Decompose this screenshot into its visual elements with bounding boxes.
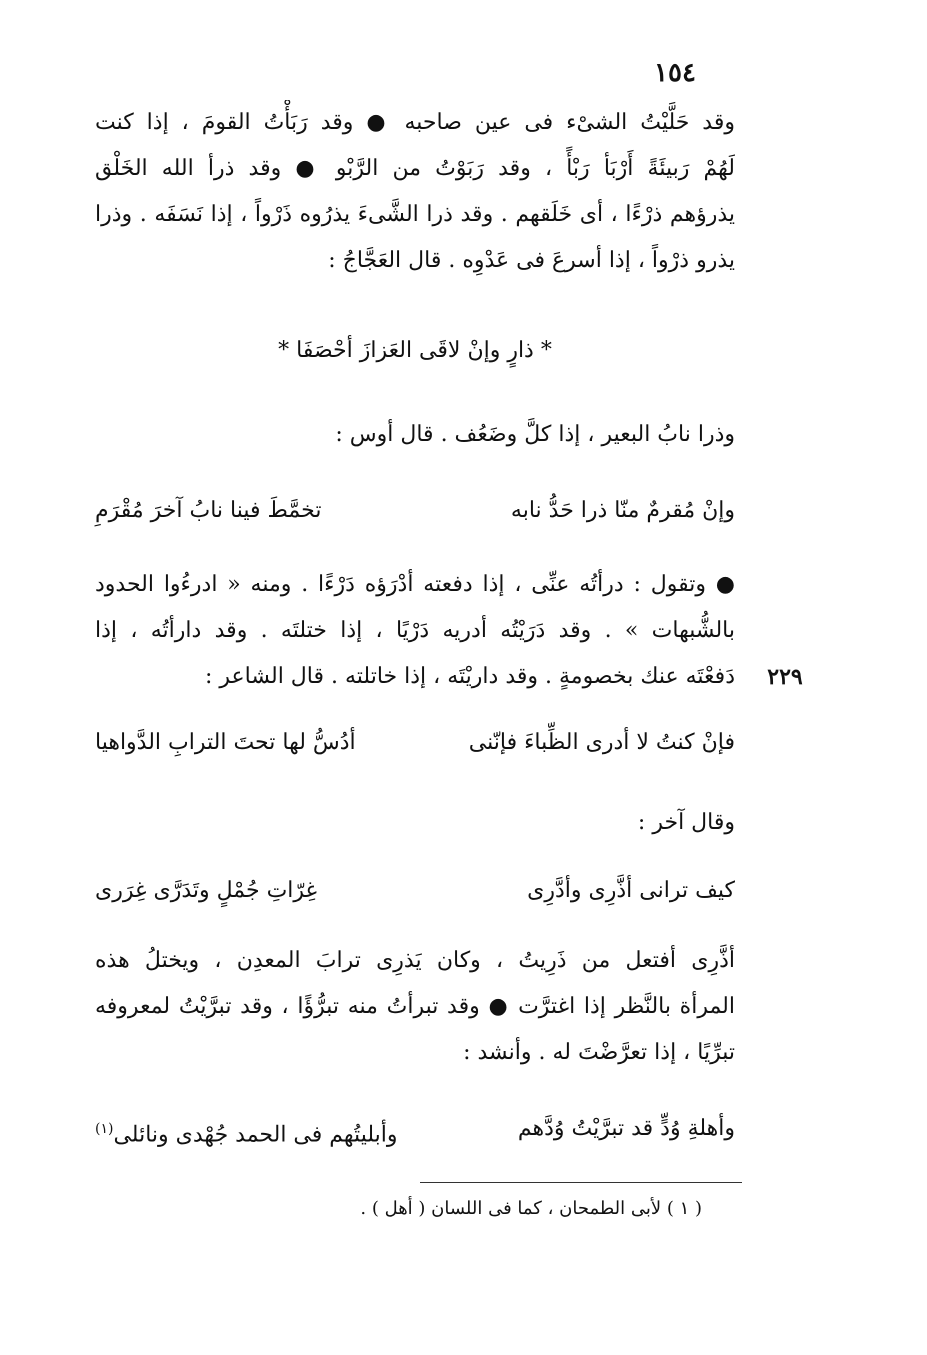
verse-second-hemistich: غِرّاتِ جُمْلٍ وتَدَرَّى غِرَرى (95, 878, 318, 903)
text-line: ● وتقول : درأتُه عنِّى ، إذا دفعته أدْرَؤه دَرْءًا . ومنه « ادرءُوا الحدود (95, 572, 735, 597)
verse-first-hemistich: فإنْ كنتُ لا أدرى الظِّباءَ فإنّنى (468, 730, 735, 755)
paragraph-4 (95, 800, 735, 846)
verse-second-hemistich: أدُسُّ لها تحتَ الترابِ الدَّواهيا (95, 730, 356, 755)
text-line: لَهُمْ رَبيئَةً أَرْبَأ رَبْأً ، وقد رَبَوْتُ من الرَّبْو ● وقد ذرأ الله الخَلْق (95, 156, 735, 181)
text-line: بالشُّبهات » . وقد دَرَيْتُه أدريه دَرْيًا ، إذا ختلتَه . وقد دارأتُه ، إذا (95, 618, 735, 643)
text-line: وذرا نابُ البعير ، إذا كلَّ وضَعُف . قال أوس : (335, 422, 735, 447)
verse-first-hemistich: وأهلةِ وُدٍّ قد تبرَّيْتُ وُدَّهم (517, 1116, 735, 1141)
text-line: وقال آخر : (637, 810, 735, 835)
page-number: ١٥٤ (654, 58, 696, 88)
text-line: المرأة بالنَّظر إذا اغترَّت ● وقد تبرأتُ منه تبرُّؤًا ، وقد تبرَّيْتُ لمعروفه (95, 994, 735, 1019)
paragraph-1 (95, 100, 735, 284)
footnote: ( ١ ) لأبى الطمحان ، كما فى اللسان ( أهل ) . (360, 1198, 702, 1219)
footnote-divider (420, 1182, 742, 1183)
verse-2 (95, 718, 735, 768)
margin-number: ٢٢٩ (767, 664, 803, 690)
verse-first-hemistich: وإنْ مُقرمٌ منّا ذرا حَدُّ نابه (510, 498, 735, 523)
paragraph-2 (95, 412, 735, 458)
verse-second-hemistich: تخمَّطَ فينا نابُ آخرَ مُقْرَمِ (95, 498, 322, 523)
verse-text: * ذارٍ وإنْ لاقَى العَزازَ أحْصَفَا * (278, 338, 552, 363)
text-line: وقد حَلَّيْتُ الشىْء فى عين صاحبه ● وقد رَبَأْتُ القومَ ، إذا كنت (95, 110, 735, 135)
paragraph-5 (95, 938, 735, 1076)
verse-first-hemistich: كيف ترانى أذَّرِى وأدَّرِى (527, 878, 735, 903)
verse-4 (95, 1104, 735, 1154)
verse-text: وأبليتُهم فى الحمد جُهْدى ونائلى (113, 1122, 398, 1148)
text-line: دَفعْتَه عنك بخصومةٍ . وقد داريْتَه ، إذا خاتلته . قال الشاعر : (205, 664, 735, 689)
paragraph-3 (95, 562, 735, 700)
verse-3 (95, 866, 735, 916)
text-line: تبرِّيًا ، إذا تعرَّضْتَ له . وأنشد : (463, 1040, 735, 1065)
rajaz-line (95, 328, 735, 374)
text-line: أذَّرِى أفتعل من ذَرِيتُ ، وكان يَذرِى ترابَ المعدِن ، ويختلُ هذه (95, 948, 735, 973)
verse-1 (95, 486, 735, 536)
text-line: يذرؤهم ذرْءًا ، أى خَلَقهم . وقد ذرا الشَّىءَ يذرُوه ذَرْواً ، إذا نَسَفَه . وذرا (95, 202, 735, 227)
text-line: يذرو ذرْواً ، إذا أسرعَ فى عَدْوِه . قال العَجَّاجُ : (328, 248, 735, 273)
verse-second-hemistich (95, 1104, 397, 1154)
footnote-marker: (١) (95, 1121, 114, 1137)
